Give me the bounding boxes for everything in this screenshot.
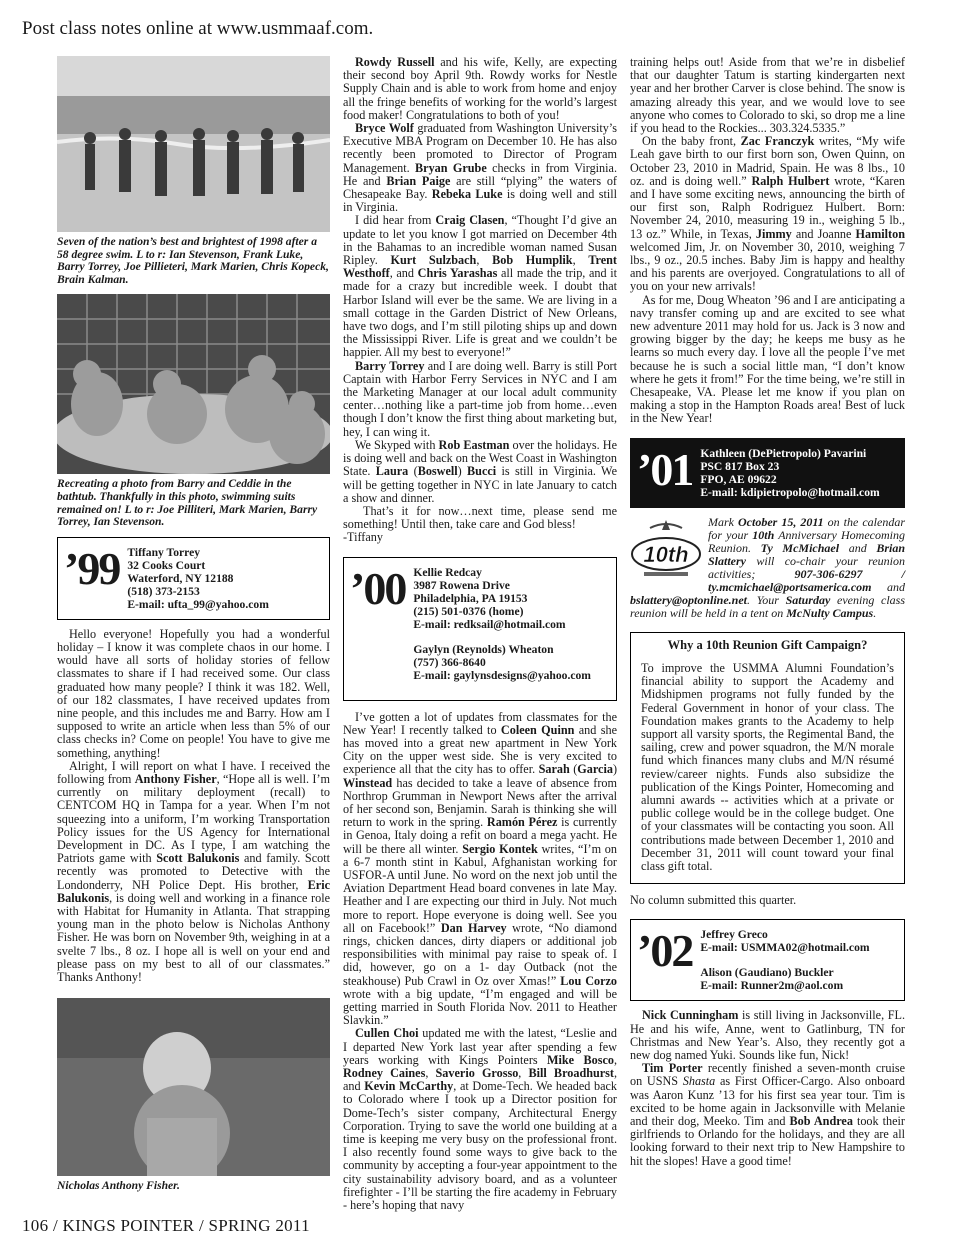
header-note: Post class notes online at www.usmmaaf.com. <box>22 18 374 39</box>
contact-line: Tiffany Torrey <box>127 545 201 559</box>
signature: -Tiffany <box>343 530 383 545</box>
paragraph: Hello everyone! Hopefully you had a wonderful holiday – I know it was complete chaos in our home. I would have all sorts of holiday stories of fellow classmates to share if I had received some. Our class graduated how many people? I think it was 182. Well, of our 182 classmates, I have received updates from nine people, and this includes me and Barry. How am I supposed to write an article when less than 5% of our class checks in? Come on people! You have to give me something, anything! <box>57 626 330 760</box>
contact-line: Kathleen (DePietropolo) Pavarini <box>700 446 867 460</box>
beach-group-photo <box>57 56 330 232</box>
contact-line: Waterford, NY 12188 <box>127 571 234 585</box>
paragraph: Rowdy Russell and his wife, Kelly, are expecting their second boy April 9th. Rowdy works for Nestle Supply Chain and is able to work from home and enjoy all the fringe benefits of working for the world’s largest food maker! Congratulations to both of you! <box>343 55 617 122</box>
class-01-contact-box <box>630 438 905 508</box>
gift-campaign-box <box>630 632 905 884</box>
paragraph: Cullen Choi updated me with the latest, “Leslie and I departed New York last year after spending a few years working with Kings Pointers Mike Bosco, Rodney Caines, Saverio Grosso, Bill Broadhurst, and Kevin McCarthy, at Dome-Tech. We headed back to Colorado where I took up a Director position for Dome-Tech’s sister company, Architectural Energy Corporation. Trying to save the world one building at a time is keeping me very busy on the professional front. I also recently found some ways to give back to the community by accepting a four-year appointment to the city sustainability advisory board, and as a volunteer firefighter - I’ll be starting the fire academy in February - here’s hoping that navy <box>343 1026 618 1213</box>
class-99-contact-box <box>57 537 330 620</box>
contact-line: Alison (Gaudiano) Buckler <box>700 966 834 980</box>
contact-line: E-mail: redksail@hotmail.com <box>413 617 566 631</box>
paragraph: We Skyped with Rob Eastman over the holidays. He is doing well and back on the West Coast in Washington State. Laura (Boswell) Bucci is still in Virginia. We will be getting together in NYC in late January to catch a show and dinner. <box>343 437 618 505</box>
contact-line: 3987 Rowena Drive <box>413 578 510 592</box>
contact-line <box>700 954 869 966</box>
paragraph: That’s it for now…next time, please send me something! Until then, take care and God bless! <box>343 503 617 532</box>
paragraph: training helps out! Aside from that we’re in disbelief that our daughter Tatum is starting kindergarten next year and her brother Carver is close behind. The snow is amazing already this year, and we would love to see anyone who comes to Colorado to ski, so drop me a line if you head to the Rockies... 303.324.5335.” <box>630 55 905 136</box>
logo-text: 10th <box>643 541 689 567</box>
class-contact-info <box>413 566 591 682</box>
paragraph: I’ve gotten a lot of updates from classmates for the New Year! I recently talked to Coleen Quinn and she has moved into a great new apartment in New York City on the upper west side. She is very excited to experience all that the city has to offer. Sarah (Garcia) Winstead has decided to take a leave of absence from Northrop Grumman in Newport News after the arrival of her second son, Benjamin. Sarah is thinking she will return to work in the spring. Ramón Pérez is currently in Genoa, Italy doing a refit on board a mega yacht. He will be there all winter. Sergio Kontek writes, “I’m on a 6-7 month stint in Kabul, Afghanistan working for USFOR-A until June. No word on the next job until the Aviation Department Head board convenes in late May. Heather and I are expecting our third in July. Not much more to report. Hope everyone is doing well. See you all on Facebook!” Dan Harvey wrote, “No diamond rings, chicken dances, dirty diapers or additional job responsibilities with minimal pay raise to speak of. I did, however, go on a 1- day Outback (not the steakhouse) Pub Crawl in Oz over Xmas!” Lou Corzo wrote with a big update, “I’m engaged and will be getting married in South Florida Nov. 2011 to Heather Slavkin.” <box>343 709 618 1028</box>
column-1 <box>57 56 330 1201</box>
contact-line: E-mail: USMMA02@hotmail.com <box>700 941 870 955</box>
contact-line: Philadelphia, PA 19153 <box>413 591 528 605</box>
contact-line: Kellie Redcay <box>413 565 482 579</box>
reunion-notice: 10th Mark October 15, 2011 on the calendar for your 10th Anniversary Homecoming Reunion. Ty McMichael and Brian Slattery will co-chair your reunion activities; 907-306-6297 / ty.mcmichael@portsamerica.com and bslattery@optonline.net. Your Saturday evening class reunion will be held in a tent on McNulty Campus. <box>630 514 905 620</box>
paragraph: On the baby front, Zac Franczyk writes, “My wife Leah gave birth to our first born son, Owen Quinn, on October 23, 2010 in Madrid, Spain. He was 8 lbs., 10 oz. and is doing well.” Ralph Hulbert wrote, “Karen and I have some exciting news, announcing the birth of our first son, Ralph Rodriguez Hulbert. Born: November 24, 2010, measuring 19 in., weighing 5 lb., 13 oz.” While, in Texas, Jimmy and Joanne Hamilton welcomed Jim, Jr. on November 30, 2010, weighing 7 lbs., 9 oz., 20.5 inches. Baby Jim is happy and healthy and his parents are overjoyed. Congratulations to all of you on your new arrivals! <box>630 134 906 294</box>
contact-line: Jeffrey Greco <box>700 928 768 942</box>
class-contact-info <box>127 546 269 611</box>
page-footer: 106 / KINGS POINTER / SPRING 2011 <box>22 1216 310 1235</box>
gift-campaign-body: To improve the USMMA Alumni Foundation’s financial ability to support the Academy and Midshipmen programs not fully funded by the Federal Government in honor of your class. The Foundation makes grants to the Academy to help support all varsity sports, the Regimental Band, the sailing, crew and power squadron, the M/N morale fund which finances many clubs and M/N résumé review/career nights. Funds also subsidize the publication of the Kings Pointer, Homecoming and alumni awards -- activities which at a private or public college would be in the college budget. One of your classmates will be contacting you soon. All contributions made between December 1, 2010 and December 31, 2011 will count toward your final class gift total. <box>641 660 894 873</box>
paragraph: As for me, Doug Wheaton ’96 and I are anticipating a navy transfer coming up and are excited to see what new adventure 2011 may hold for us. Jack is 3 now and growing bigger by the day; he keeps me busy as he learns so much every day. I love all the people I’ve met because he is such a social little man, “I don’t know where he gets it from!” For the time being, we’re still in Chesapeake, VA. Please let me know if you plan on making a stop in the Hampton Roads area! Best of luck in the New Year! <box>630 292 905 426</box>
contact-line: (215) 501-0376 (home) <box>413 604 524 618</box>
paragraph: Nick Cunningham is still living in Jacksonville, FL. He and his wife, Anne, went to Gatlinburg, TN for Christmas and New Year’s. Also, they recently got a new dog named Yuki. Sounds like fun, Nick! <box>630 1008 906 1062</box>
photo-caption: Recreating a photo from Barry and Ceddie in the bathtub. Thankfully in this photo, swimming suits remained on! L to r: Joe Pilliteri, Mark Marien, Barry Torrey, Ian Stevenson. <box>57 477 318 529</box>
photo-caption: Seven of the nation’s best and brightest of 1998 after a 58 degree swim. L to r: Ian Stevenson, Frank Luke, Barry Torrey, Joe Pillieteri, Mark Marien, Chris Kopeck, Brain Kalman. <box>57 235 329 286</box>
class-year: ’00 <box>350 562 406 614</box>
paragraph: Bryce Wolf graduated from Washington University’s Executive MBA Program on December 10. He has also recently been promoted to Director of Program Management. Bryan Grube checks in from Virginia. He and Brian Paige are still “plying” the waters of Chesapeake Bay. Rebeka Luke is doing well and still in Virginia. <box>343 121 617 215</box>
contact-line: E-mail: Runner2m@aol.com <box>700 979 844 993</box>
class-year: ’02 <box>637 925 693 977</box>
photo-caption: Nicholas Anthony Fisher. <box>57 1179 180 1193</box>
paragraph: Barry Torrey and I are doing well. Barry is still Port Captain with Harbor Ferry Services in NYC and I am the Marketing Manager at our local adult community center…nothing like a part-time job from home…even though I don’t know the first thing about marketing but, hey, I can wing it. <box>343 358 617 439</box>
column-3 <box>630 56 905 1168</box>
contact-line: Gaylyn (Reynolds) Wheaton <box>413 642 554 656</box>
contact-line: 32 Cooks Court <box>127 558 206 572</box>
contact-line <box>413 631 591 643</box>
class-contact-info <box>700 928 869 992</box>
baby-photo <box>57 998 330 1176</box>
bathtub-photo <box>57 294 330 474</box>
contact-line: (518) 373-2153 <box>127 584 200 598</box>
no-column-note: No column submitted this quarter. <box>630 893 797 908</box>
tenth-anniversary-logo <box>630 518 702 580</box>
column-2 <box>343 56 617 1212</box>
contact-line: PSC 817 Box 23 <box>700 459 780 473</box>
class-year: ’99 <box>64 542 120 594</box>
contact-line: (757) 366-8640 <box>413 655 486 669</box>
class-00-contact-box <box>343 557 617 701</box>
paragraph: I did hear from Craig Clasen, “Thought I’d give an update to let you know I got married on December 4th in the Bahamas to an incredible woman named Susan Ripley. Kurt Sulzbach, Bob Humplik, Trent Westhoff, and Chris Yarashas all made the trip, and it made for a crazy but incredible week. I doubt that Harbor Island will ever be the same. We are living in a small cottage in the Garden District of New Orleans, have two dogs, and I’m still piloting ships up and down the Mississippi River. Life is great and we couldn’t be happier. All my best to everyone!” <box>343 213 618 360</box>
gift-campaign-title: Why a 10th Reunion Gift Campaign? <box>667 637 868 652</box>
class-contact-info <box>700 447 879 499</box>
class-02-contact-box <box>630 919 905 1001</box>
class-year: ’01 <box>637 443 693 495</box>
contact-line: E-mail: ufta_99@yahoo.com <box>127 597 269 611</box>
contact-line: FPO, AE 09622 <box>700 472 777 486</box>
paragraph: Tim Porter recently finished a seven-month cruise on USNS Shasta as First Officer-Cargo. Also onboard was Aaron Kunz ’13 for his first sea year tour. Tim is excited to be home again in Jacksonville with Melanie and their dog, Meeko. Tim and Bob Andrea took their girlfriends to Orlando for the holidays, and they are all looking forward to their next trip to New Hampshire to hit the slopes! Have a good time! <box>630 1061 905 1168</box>
paragraph: Alright, I will report on what I have. I received the following from Anthony Fisher, “Hope all is well. I’m currently on military deployment (recall) to CENTCOM HQ in Tampa for a year. When I’m not squeezing into a uniform, I’m working Transportation Policy issues for the US Agency for International Development in DC. As I type, I am watching the Patriots game with Scott Balukonis and family. Scott recently was promoted to Detective with the Londonderry, NH Police Dept. His brother, Eric Balukonis, is doing well and working in a finance role with Habitat for Humanity in Atlanta. That strapping young man in the photo below is Nicholas Anthony Fisher. He was born on November 9th, weighing in at a svelte 7 lbs., 8 oz. I hope all is well on your end and please pass on my best to all of our classmates.” Thanks Anthony! <box>57 758 330 985</box>
contact-line: E-mail: gaylynsdesigns@yahoo.com <box>413 668 591 682</box>
contact-line: E-mail: kdipietropolo@hotmail.com <box>700 485 880 499</box>
